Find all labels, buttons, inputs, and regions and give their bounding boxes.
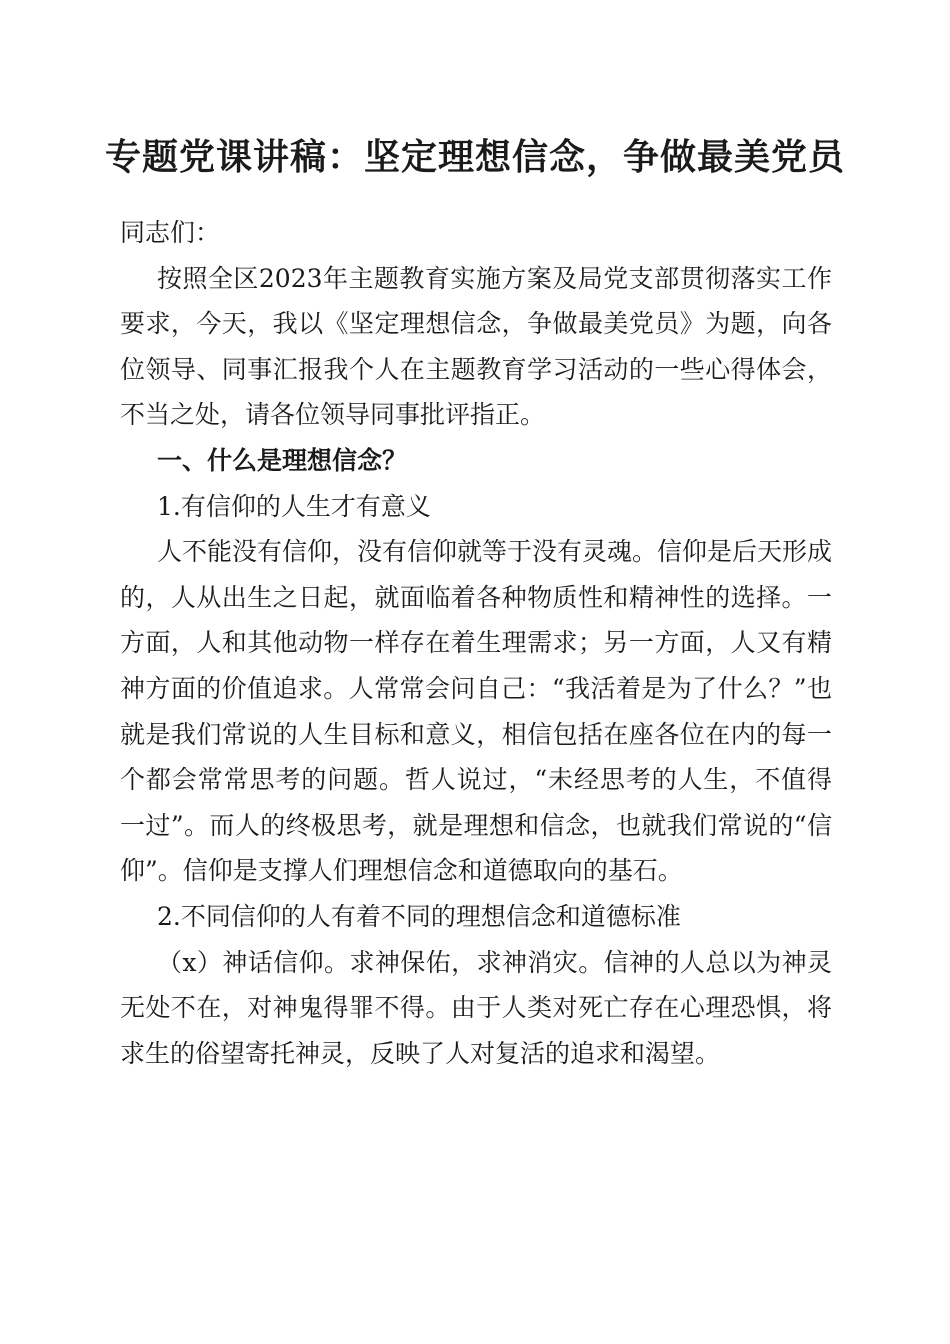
paragraph-1: 人不能没有信仰，没有信仰就等于没有灵魂。信仰是后天形成的，人从出生之日起，就面临着各种物质性和精神性的选择。一方面，人和其他动物一样存在着生理需求；另一方面，人又有精神方面的价值追求。人常常会问自己：“我活着是为了什么？”也就是我们常说的人生目标和意义，相信包括在座各位在内的每一个都会常常思考的问题。哲人说过，“未经思考的人生，不值得一过”。而人的终极思考，就是理想和信念，也就我们常说的“信仰”。信仰是支撑人们理想信念和道德取向的基石。 [120,537,833,886]
section-heading: 一、什么是理想信念？ [157,445,408,475]
paragraph-2: （x）神话信仰。求神保佑，求神消灾。信神的人总以为神灵无处不在，对神鬼得罪不得。由于人类对死亡存在心理恐惧，将求生的俗望寄托神灵，反映了人对复活的追求和渴望。 [120,947,832,1068]
document-title: 专题党课讲稿：坚定理想信念，争做最美党员 [104,137,845,178]
subheading-1: 1.有信仰的人生才有意义 [157,491,431,521]
intro-paragraph: 按照全区2023年主题教育实施方案及局党支部贯彻落实工作要求，今天，我以《坚定理想信念，争做最美党员》为题，向各位领导、同事汇报我个人在主题教育学习活动的一些心得体会，不当之处，请各位领导同事批评指正。 [120,263,832,430]
salutation: 同志们： [120,218,221,247]
subheading-2: 2.不同信仰的人有着不同的理想信念和道德标准 [157,901,681,931]
document-body [120,210,832,1076]
